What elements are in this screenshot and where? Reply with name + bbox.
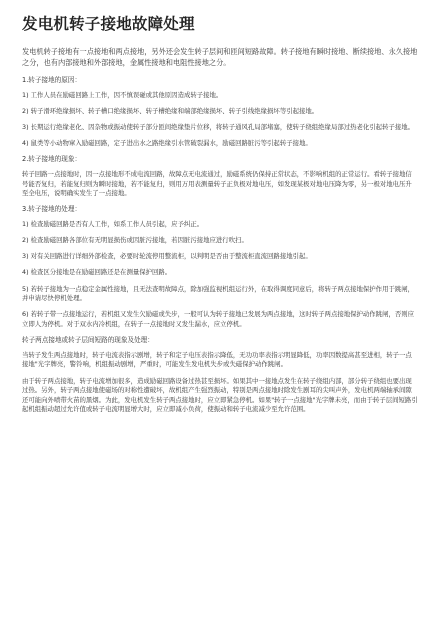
section-4-paragraph: 由于转子两点接地，转子电流增加很多，造成励磁回路设备过热甚至损坏。如果其中一接地点发生在转子绕组内部，部分转子绕组也要出现过热。另外，转子两点接地使磁场的对称性遭破坏，故机组产生强烈振动，特别是两点接地时除发生剧耳的尖叫声外，发电机两端轴承间隙还可能向外喷带火苗的黑烟。为此，发电机发生转子两点接地时，应立即紧急停机。如果"转子一点接地"光字牌未亮，而由于转子层间短路引起机组振动超过允许值或转子电流明显增大时，应立即减小负荷，使振动和转子电流减少至允许范围。 (22, 376, 418, 414)
section-3-heading: 3.转子接地的处理： (22, 205, 82, 214)
section-3-item: 5) 若转子接地为一点稳定金属性接地，且无法查明故障点，除加强监视机组运行外，在取得调度同意后，将转子两点接地保护作用于跳闸，并申请尽快停机处理。 (22, 284, 415, 303)
section-4-heading: 转子两点接地或转子层间短路的现象及处理： (22, 336, 154, 345)
section-1-item: 1) 工作人员在励磁回路上工作，因不慎误碰或其他原因造成转子接地。 (22, 90, 223, 99)
section-1-item: 2) 转子滑环绝缘损坏、转子槽口绝缘损坏、转子槽绝缘和端部绝缘损坏、转子引线绝缘损坏等引起接地。 (22, 106, 319, 115)
section-3-item: 4) 检查区分接地是在励磁回路还是在测量保护回路。 (22, 268, 172, 277)
document-title: 发电机转子接地故障处理 (22, 15, 195, 33)
section-3-item: 1) 检查励磁回路是否有人工作，如系工作人员引起，应予纠正。 (22, 219, 204, 228)
section-4-paragraph: 当转子发生两点接地时，转子电流表指示剧增，转子和定子电压表指示降低，无功功率表指示明显降低，功率因数提高甚至进相，转子一点接地"光字牌亮，警铃响，机组振动剧增，严重时，可能发生发电机失步或失磁保护动作跳闸。 (22, 350, 412, 369)
section-3-item: 6) 若转子带一点接地运行，若机组又发生欠励磁或失步，一般可认为转子接地已发展为两点接地，这时转子两点接地保护动作跳闸，否则应立即人为停机。对于双水内冷机组，在转子一点接地时又发生漏水，应立停机。 (22, 310, 415, 329)
section-1-item: 3) 长期运行绝缘老化、因杂物或振动使转子部分匝间绝缘垫片位移，将转子通风孔局部堵塞，使转子绕组绝缘局部过热老化引起转子接地。 (22, 122, 415, 131)
section-3-item: 2) 检查励磁回路各部位有无明显损伤或因脏污接地，若因脏污接地应进行吹扫。 (22, 236, 248, 245)
section-2-paragraph: 转子回路一点接地时，因一点接地形不成电流回路，故障点无电流通过，励磁系统仍保持正常状态，不影响机组的正常运行。看转子接地信号能否复归，若能复归则为瞬时接地，若不能复归，则用万用表测量转子正负极对地电压，如发现某极对地电压降为零，另一极对地电压升至全电压，说明确实发生了一点接地。 (22, 169, 412, 198)
section-1-heading: 1.转子接地的原因： (22, 76, 82, 84)
intro-paragraph: 发电机转子接地有一点接地和两点接地，另外还会发生转子层间和匝间短路故障。转子接地有瞬时接地、断续接地、永久接地之分，也有内部接地和外部接地，金属性接地和电阻性接地之分。 (22, 47, 418, 67)
section-2-heading: 2.转子接地的现象： (22, 155, 82, 164)
section-1-item: 4) 鼠类等小动物窜入励磁回路，定子进出水之路绝缘引水管破裂漏水，励磁回路脏污等引起转子接地。 (22, 139, 312, 148)
section-3-item: 3) 对有关回路进行详细外部检查，必要时轮流停用整流柜，以判明是否由于整流柜直流回路接地引起。 (22, 252, 312, 261)
